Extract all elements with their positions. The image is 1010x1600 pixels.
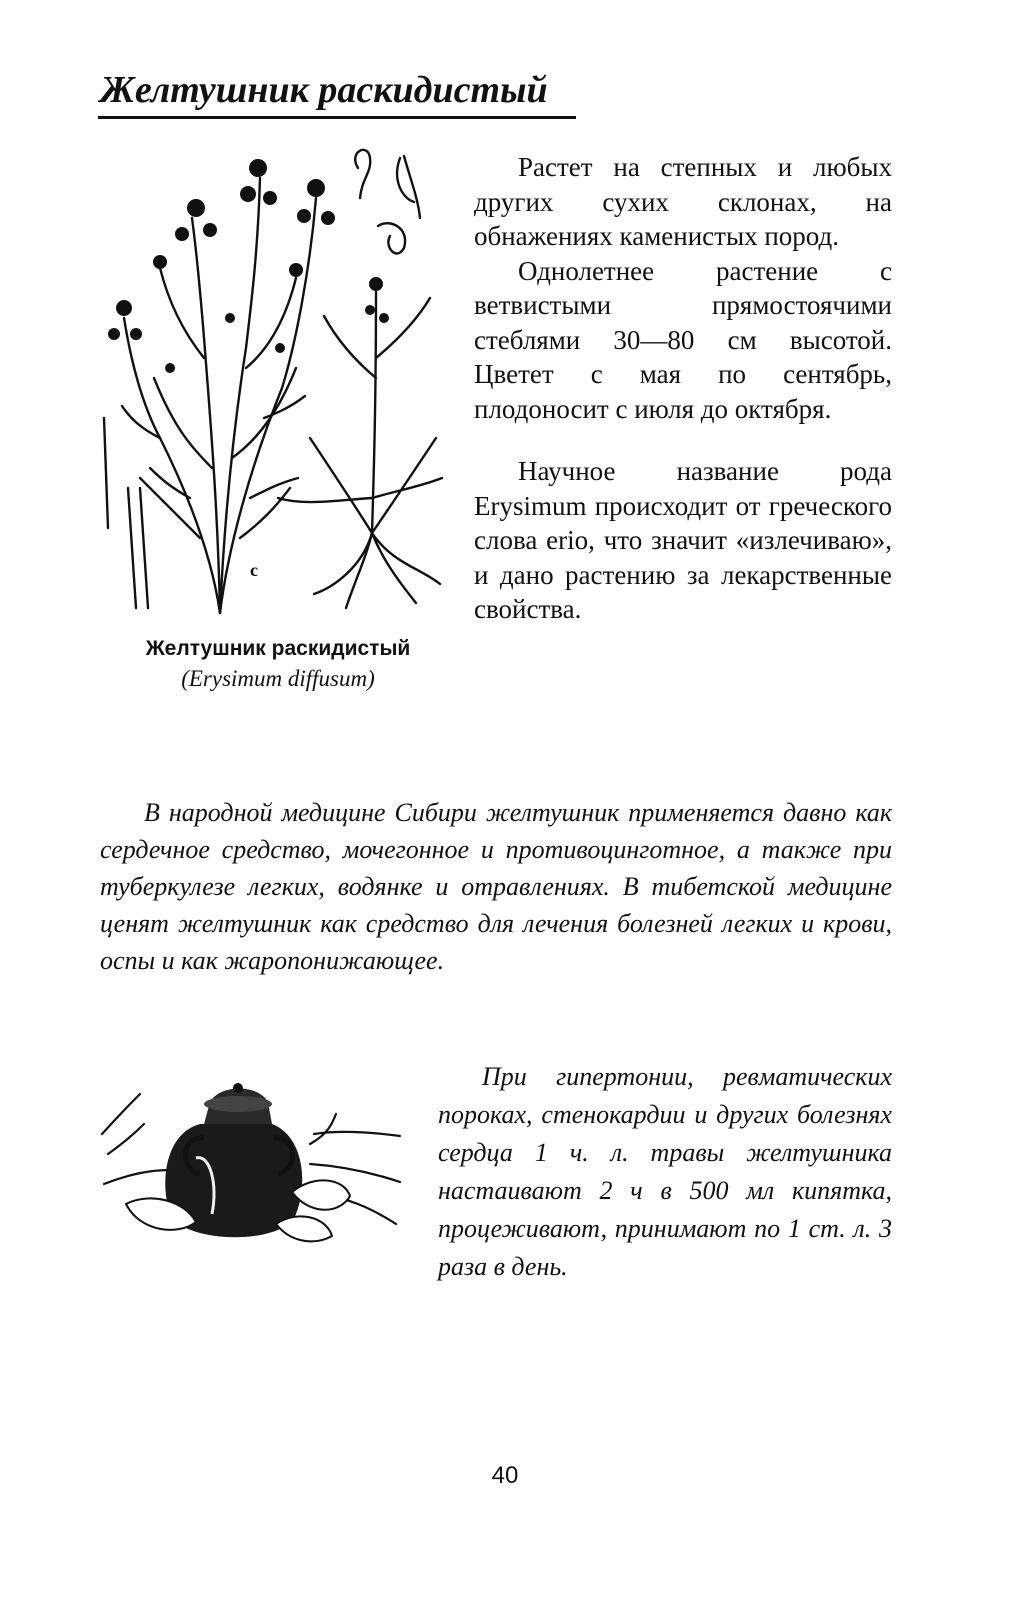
caption-common-name: Желтушник раскидистый <box>145 637 411 660</box>
paragraph-gap <box>474 426 892 454</box>
description-paragraph: Однолетнее растение с ветвистыми прямостоячими стеблями 30—80 см высотой. Цветет с мая по сентябрь, плодоносит с июля до октября. <box>474 255 892 424</box>
description-column <box>474 150 892 627</box>
caption-latin-name: (Erysimum diffusum) <box>181 666 375 691</box>
page-title: Желтушник раскидистый <box>100 69 548 111</box>
habitat-paragraph: Растет на степных и любых других сухих склонах, на обнажениях каменистых пород. <box>474 152 892 251</box>
title-underline <box>98 116 576 119</box>
plant-illustration <box>100 138 460 628</box>
recipe-paragraph: При гипертонии, ревматических пороках, стенокардии и других болезнях сердца 1 ч. л. травы желтушника настаивают 2 ч в 500 мл кипятка, процеживают, принимают по 1 ст. л. 3 раза в день. <box>438 1062 892 1281</box>
figure-caption <box>108 634 448 694</box>
folk-medicine-paragraph: В народной медицине Сибири желтушник применяется давно как сердечное средство, мочегонное и противоцинготное, а также при туберкулезе легких, водянке и отравлениях. В тибетской медицине ценят желтушник как средство для лечения болезней легких и крови, оспы и как жаропонижающее. <box>100 798 892 975</box>
pot-and-roots-illustration <box>100 1074 418 1249</box>
page-number: 40 <box>491 1462 519 1489</box>
etymology-paragraph: Научное название рода Erysimum происходит от греческого слова erio, что значит «излечиваю», и дано растению за лекарственные свойства. <box>474 456 892 624</box>
figure-letter-label: c <box>250 560 258 580</box>
